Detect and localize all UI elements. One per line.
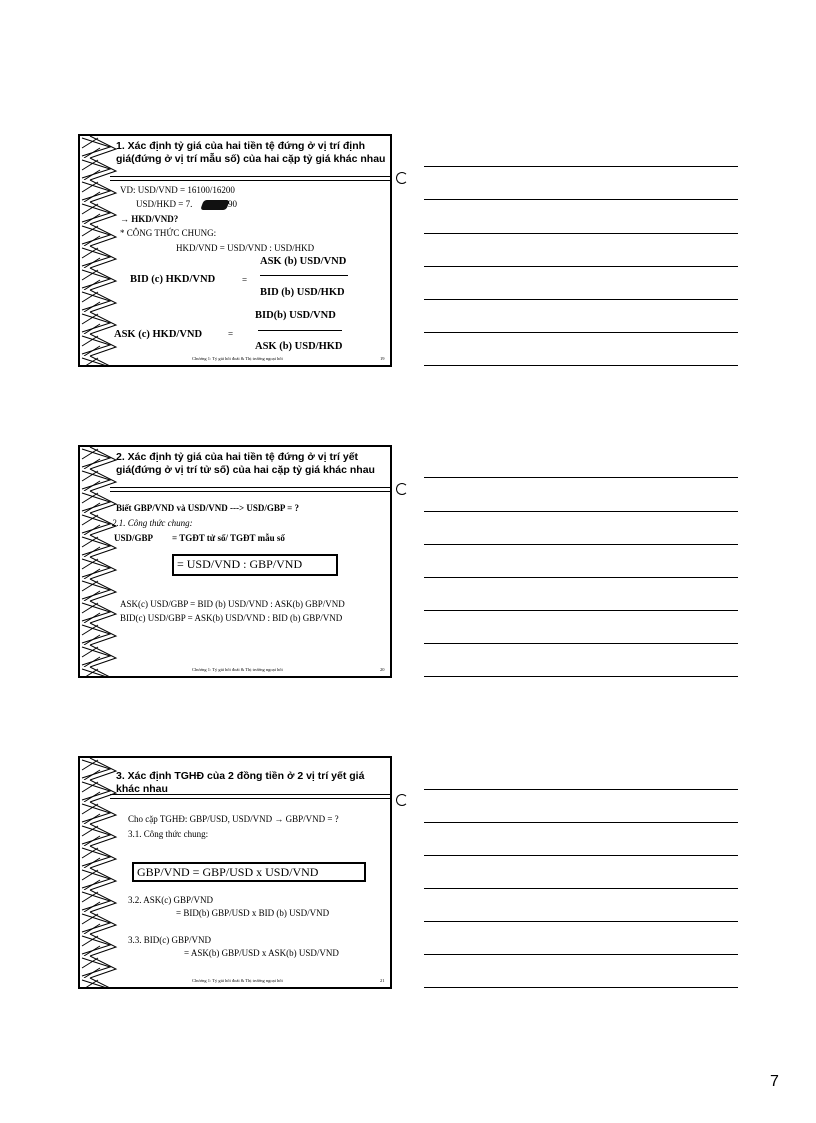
- slide-19: [78, 134, 392, 367]
- formula-box: GBP/VND = GBP/USD x USD/VND: [132, 862, 366, 882]
- braid-decoration: [80, 136, 118, 365]
- slide-number: 20: [380, 667, 385, 672]
- example-line: VD: USD/VND = 16100/16200: [120, 185, 235, 195]
- note-line: [424, 987, 738, 988]
- title-rule-2: [110, 798, 392, 799]
- slide-number: 21: [380, 978, 385, 983]
- ask-label: ASK (c) HKD/VND: [114, 329, 203, 340]
- note-line: [424, 921, 738, 922]
- note-line: [424, 233, 738, 234]
- note-line: [424, 610, 738, 611]
- braid-decoration: [80, 447, 118, 676]
- ink-scribble: [200, 200, 230, 210]
- note-line: [424, 789, 738, 790]
- title-rule-2: [110, 180, 392, 181]
- formula-heading: * CÔNG THỨC CHUNG:: [120, 228, 217, 238]
- note-line: [424, 166, 738, 167]
- tgdt-formula: = TGĐT tử số/ TGĐT mẫu số: [172, 533, 285, 543]
- bid-formula: BID(c) USD/GBP = ASK(b) USD/VND : BID (b) GBP/VND: [120, 613, 343, 623]
- note-line: [424, 954, 738, 955]
- title-rule-2: [110, 491, 392, 492]
- note-line: [424, 365, 738, 366]
- subheading: 3.1. Công thức chung:: [128, 829, 209, 839]
- curl-decoration: [396, 794, 408, 806]
- note-line: [424, 855, 738, 856]
- bid-equals: =: [242, 275, 248, 285]
- note-line: [424, 477, 738, 478]
- note-line: [424, 332, 738, 333]
- note-line: [424, 299, 738, 300]
- bid-label: BID (c) HKD/VND: [130, 274, 216, 285]
- note-line: [424, 822, 738, 823]
- subheading: 2.1. Công thức chung:: [112, 518, 193, 528]
- ask-numerator: BID(b) USD/VND: [255, 310, 336, 321]
- ask-formula: ASK(c) USD/GBP = BID (b) USD/VND : ASK(b) GBP/VND: [120, 599, 345, 609]
- usdhkd-line-b: 90: [228, 199, 237, 209]
- pair-line: Cho cặp TGHĐ: GBP/USD, USD/VND → GBP/VND = ?: [128, 814, 339, 824]
- note-line: [424, 511, 738, 512]
- ask-fraction-line: [258, 330, 342, 331]
- slide-footer: Chương 1: Tỷ giá hối đoái & Thị trường ngoại hối: [192, 667, 283, 672]
- page-number: 7: [770, 1073, 779, 1090]
- note-line: [424, 643, 738, 644]
- slide-number: 19: [380, 356, 385, 361]
- note-line: [424, 888, 738, 889]
- bid-numerator: ASK (b) USD/VND: [260, 256, 347, 267]
- question-line: → HKD/VND?: [120, 214, 179, 224]
- title-rule: [110, 176, 392, 177]
- general-formula: HKD/VND = USD/VND : USD/HKD: [176, 243, 315, 253]
- curl-decoration: [396, 483, 408, 495]
- ask-formula: = BID(b) GBP/USD x BID (b) USD/VND: [176, 908, 330, 918]
- ask-heading: 3.2. ASK(c) GBP/VND: [128, 895, 214, 905]
- slide-footer: Chương 1: Tỷ giá hối đoái & Thị trường ngoại hối: [192, 356, 283, 361]
- formula-box: = USD/VND : GBP/VND: [172, 554, 338, 576]
- curl-decoration: [396, 172, 408, 184]
- bid-denominator: BID (b) USD/HKD: [260, 287, 345, 298]
- braid-decoration: [80, 758, 118, 987]
- note-line: [424, 266, 738, 267]
- bid-heading: 3.3. BID(c) GBP/VND: [128, 935, 211, 945]
- note-line: [424, 544, 738, 545]
- ask-equals: =: [228, 329, 234, 339]
- slide-title: 2. Xác định tỷ giá của hai tiền tệ đứng ở vị trí yết giá(đứng ở vị trí tử số) của hai cặp tỷ giá khác nhau: [116, 451, 375, 476]
- slide-21: [78, 756, 392, 989]
- bid-fraction-line: [260, 275, 348, 276]
- note-line: [424, 577, 738, 578]
- slide-footer: Chương 1: Tỷ giá hối đoái & Thị trường ngoại hối: [192, 978, 283, 983]
- ask-denominator: ASK (b) USD/HKD: [255, 341, 343, 352]
- slide-title: 3. Xác định TGHĐ của 2 đồng tiền ở 2 vị trí yết giá khác nhau: [116, 770, 365, 795]
- usdgbp-label: USD/GBP: [114, 533, 154, 543]
- title-rule: [110, 794, 392, 795]
- slide-title: 1. Xác định tỷ giá của hai tiền tệ đứng ở vị trí định giá(đứng ở vị trí mẫu số) của hai cặp tỷ giá khác nhau: [116, 140, 386, 165]
- bid-formula: = ASK(b) GBP/USD x ASK(b) USD/VND: [184, 948, 339, 958]
- note-line: [424, 199, 738, 200]
- slide-20: [78, 445, 392, 678]
- note-line: [424, 676, 738, 677]
- known-line: Biết GBP/VND và USD/VND ---> USD/GBP = ?: [116, 503, 300, 513]
- usdhkd-line-a: USD/HKD = 7.: [136, 199, 193, 209]
- title-rule: [110, 487, 392, 488]
